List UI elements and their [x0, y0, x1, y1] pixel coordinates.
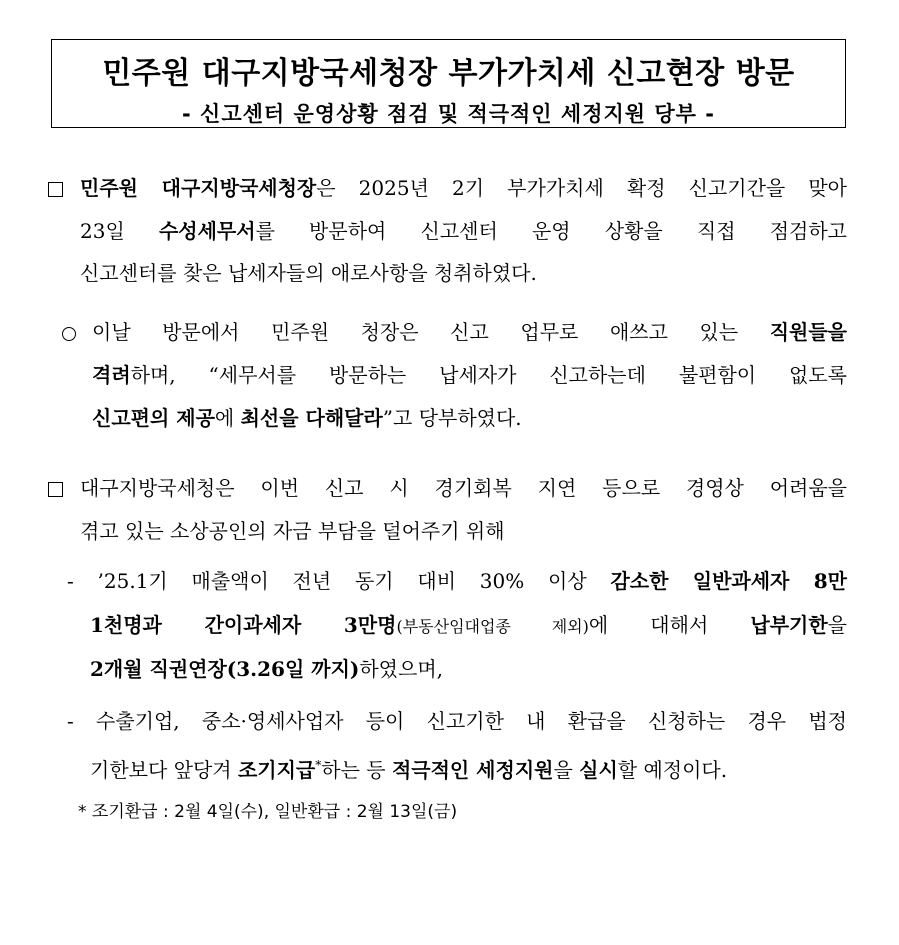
d1-line-3: 2개월 직권연장(3.26일 까지)하였으며, — [90, 657, 443, 681]
p3-line-1: 대구지방국세청은 이번 신고 시 경기회복 지연 등으로 경영상 어려움을 — [80, 476, 847, 500]
document-title: 민주원 대구지방국세청장 부가가치세 신고현장 방문 — [102, 56, 795, 91]
p1-line-1: 민주원 대구지방국세청장은 2025년 2기 부가가치세 확정 신고기간을 맞아 — [80, 176, 847, 200]
square-bullet-icon — [48, 182, 63, 197]
document-subtitle: - 신고센터 운영상황 점검 및 적극적인 세정지원 당부 - — [182, 102, 715, 126]
d2-line-2: 기한보다 앞당겨 조기지급*하는 등 적극적인 세정지원을 실시할 예정이다. — [90, 758, 728, 782]
circle-bullet-icon — [62, 327, 76, 341]
p2-line-3: 신고편의 제공에 최선을 다해달라”고 당부하였다. — [92, 406, 522, 430]
d1-line-2: 1천명과 간이과세자 3만명(부동산임대업종 제외)에 대해서 납부기한을 — [90, 613, 847, 637]
p1-line-3: 신고센터를 찾은 납세자들의 애로사항을 청취하였다. — [80, 261, 537, 285]
d2-line-1: - 수출기업, 중소·영세사업자 등이 신고기한 내 환급을 신청하는 경우 법정 — [67, 709, 847, 733]
title-box — [51, 39, 846, 128]
square-bullet-icon — [48, 482, 63, 497]
p2-line-2: 격려하며, “세무서를 방문하는 납세자가 신고하는데 불편함이 없도록 — [92, 363, 847, 387]
d1-line-1: - ’25.1기 매출액이 전년 동기 대비 30% 이상 감소한 일반과세자 8만 — [67, 569, 847, 593]
p3-line-2: 겪고 있는 소상공인의 자금 부담을 덜어주기 위해 — [80, 519, 505, 543]
p2-line-1: 이날 방문에서 민주원 청장은 신고 업무로 애쓰고 있는 직원들을 — [92, 320, 847, 344]
p1-line-2: 23일 수성세무서를 방문하여 신고센터 운영 상황을 직접 점검하고 — [80, 219, 847, 243]
footnote: * 조기환급 : 2월 4일(수), 일반환급 : 2월 13일(금) — [78, 802, 458, 822]
